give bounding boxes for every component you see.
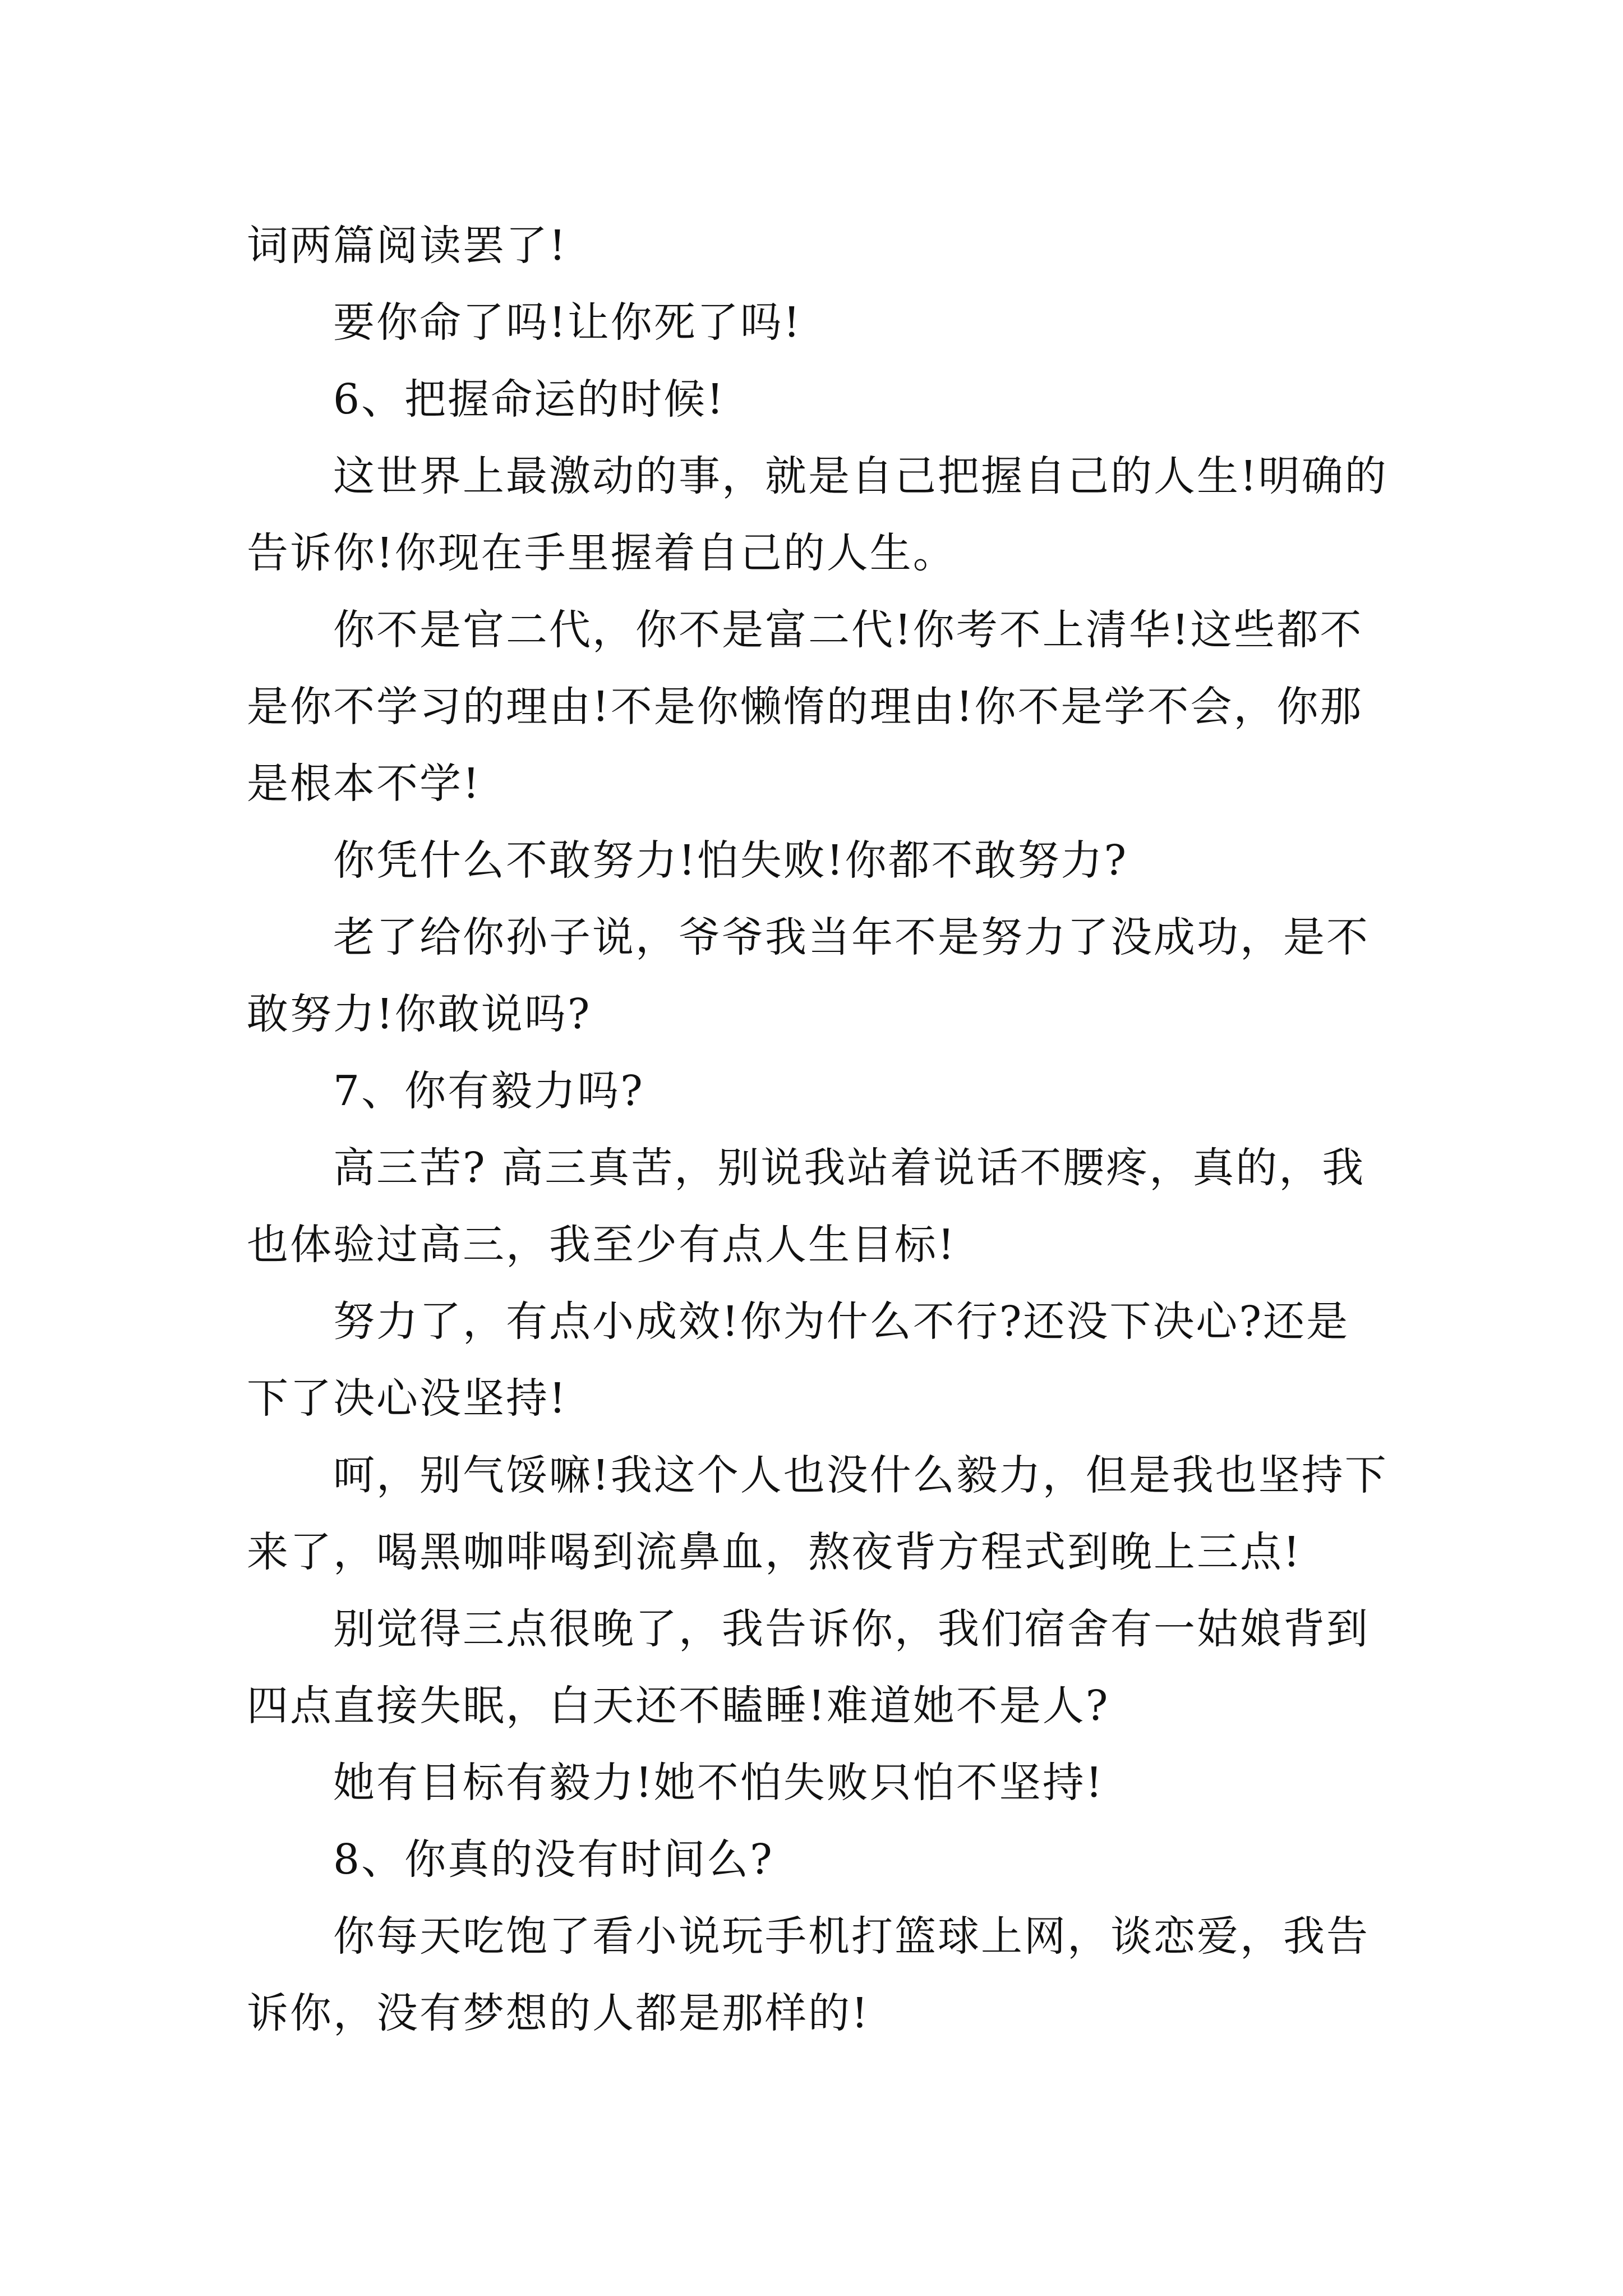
paragraph-2: 要你命了吗!让你死了吗! [333,298,802,347]
paragraph-10: 别觉得三点很晚了，我告诉你，我们宿舍有一姑娘背到四点直接失眠，白天还不瞌睡!难道她不是人? [247,1605,1370,1730]
paragraph-7: 高三苦? 高三真苦，别说我站着说话不腰疼，真的，我也体验过高三，我至少有点人生目标! [247,1144,1366,1269]
paragraph-6: 老了给你孙子说，爷爷我当年不是努力了没成功，是不敢努力!你敢说吗? [247,913,1370,1038]
paragraph-4: 你不是官二代，你不是富二代!你考不上清华!这些都不是你不学习的理由!不是你懒惰的理由!你不是学不会，你那是根本不学! [247,606,1363,808]
paragraph-8: 努力了，有点小成效!你为什么不行?还没下决心?还是下了决心没坚持! [247,1297,1350,1423]
section-heading-6: 6、把握命运的时候! [333,375,725,424]
section-heading-7: 7、你有毅力吗? [333,1067,644,1115]
paragraph-9: 呵，别气馁嘛!我这个人也没什么毅力，但是我也坚持下来了，喝黑咖啡喝到流鼻血，熬夜背方程式到晚上三点! [247,1451,1388,1576]
paragraph-3: 这世界上最激动的事，就是自己把握自己的人生!明确的告诉你!你现在手里握着自己的人生。 [247,452,1388,577]
paragraph-5: 你凭什么不敢努力!怕失败!你都不敢努力? [333,836,1128,885]
section-heading-8: 8、你真的没有时间么? [333,1835,774,1884]
paragraph-11: 她有目标有毅力!她不怕失败只怕不坚持! [333,1759,1104,1807]
document-body [247,208,1391,2052]
paragraph-1: 词两篇阅读罢了! [247,222,568,270]
paragraph-12: 你每天吃饱了看小说玩手机打篮球上网，谈恋爱，我告诉你，没有梦想的人都是那样的! [247,1912,1370,2037]
